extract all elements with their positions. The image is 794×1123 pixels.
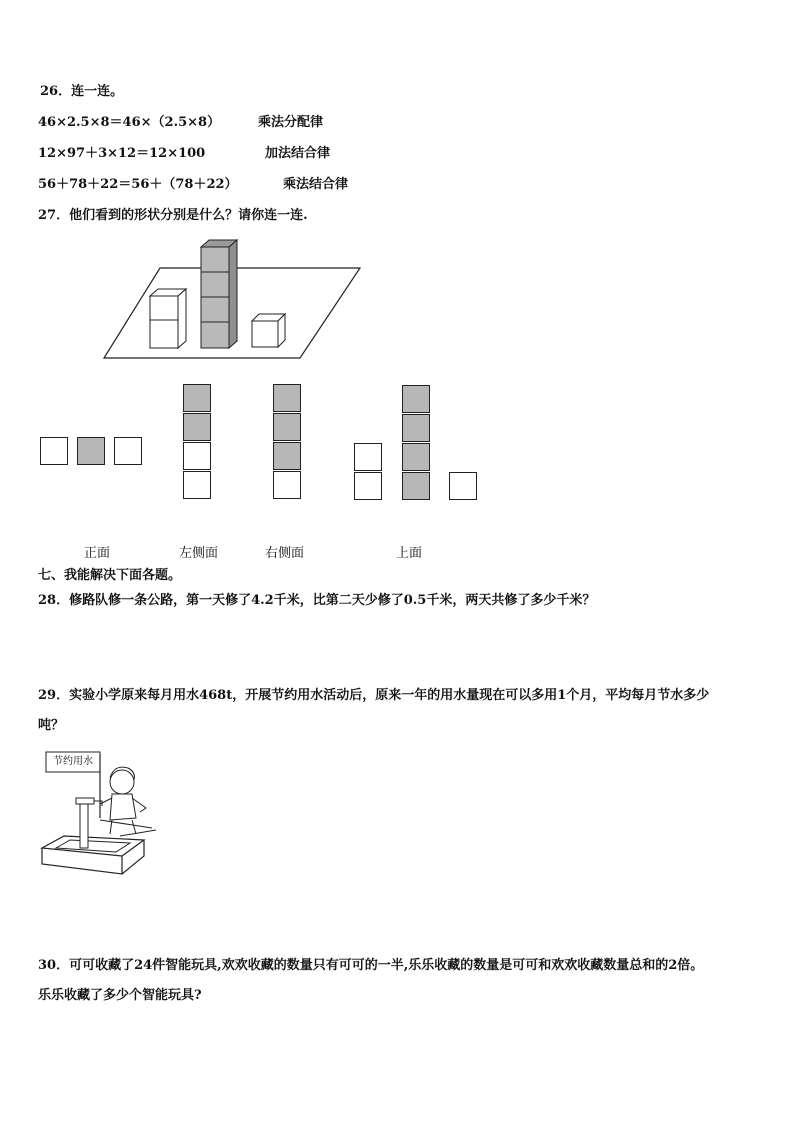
q27-title: 27．他们看到的形状分别是什么？请你连一连.: [38, 208, 308, 223]
q29-line-2: 吨？: [38, 718, 65, 733]
view-d-mid-square-3: [402, 443, 430, 471]
view-d-mid-square-2: [402, 414, 430, 442]
view-c-square-1: [273, 384, 301, 412]
view-d-left-square-2: [354, 472, 382, 500]
q30-line-1: 30．可可收藏了24件智能玩具,欢欢收藏的数量只有可可的一半,乐乐收藏的数量是可可和欢欢收藏数量总和的2倍。: [38, 958, 704, 973]
label-left: 左侧面: [179, 546, 219, 561]
water-saving-illustration: [40, 748, 170, 883]
q26-law-2: 加法结合律: [265, 146, 331, 161]
view-d-mid-square-4: [402, 472, 430, 500]
front-view-square-2: [77, 437, 105, 465]
front-view-square-3: [114, 437, 142, 465]
view-b-square-3: [183, 442, 211, 470]
label-top: 上面: [396, 546, 423, 561]
label-right: 右侧面: [265, 546, 305, 561]
view-b-square-2: [183, 413, 211, 441]
q26-equation-3: 56＋78＋22＝56＋（78＋22）: [38, 177, 238, 192]
view-c-square-2: [273, 413, 301, 441]
q26-title: 26．连一连。: [40, 84, 124, 99]
view-d-right-square: [449, 472, 477, 500]
front-view-square-1: [40, 437, 68, 465]
q29-line-1: 29．实验小学原来每月用水468t，开展节约用水活动后，原来一年的用水量现在可以多用1个月，平均每月节水多少: [38, 688, 710, 703]
section-heading: 七、我能解决下面各题。: [38, 568, 182, 583]
q30-line-2: 乐乐收藏了多少个智能玩具?: [38, 988, 202, 1003]
view-b-square-4: [183, 471, 211, 499]
q28-text: 28．修路队修一条公路，第一天修了4.2千米，比第二天少修了0.5千米，两天共修了多少千米？: [38, 593, 596, 608]
view-b-square-1: [183, 384, 211, 412]
q26-equation-1: 46×2.5×8＝46×（2.5×8）: [38, 115, 221, 130]
view-c-square-3: [273, 442, 301, 470]
view-d-left-square-1: [354, 443, 382, 471]
view-d-mid-square-1: [402, 385, 430, 413]
label-front: 正面: [84, 546, 111, 561]
q26-law-1: 乘法分配律: [258, 115, 324, 130]
q26-law-3: 乘法结合律: [283, 177, 349, 192]
q26-equation-2: 12×97＋3×12＝12×100: [38, 146, 206, 161]
view-c-square-4: [273, 471, 301, 499]
sign-text: 节约用水: [53, 756, 93, 767]
